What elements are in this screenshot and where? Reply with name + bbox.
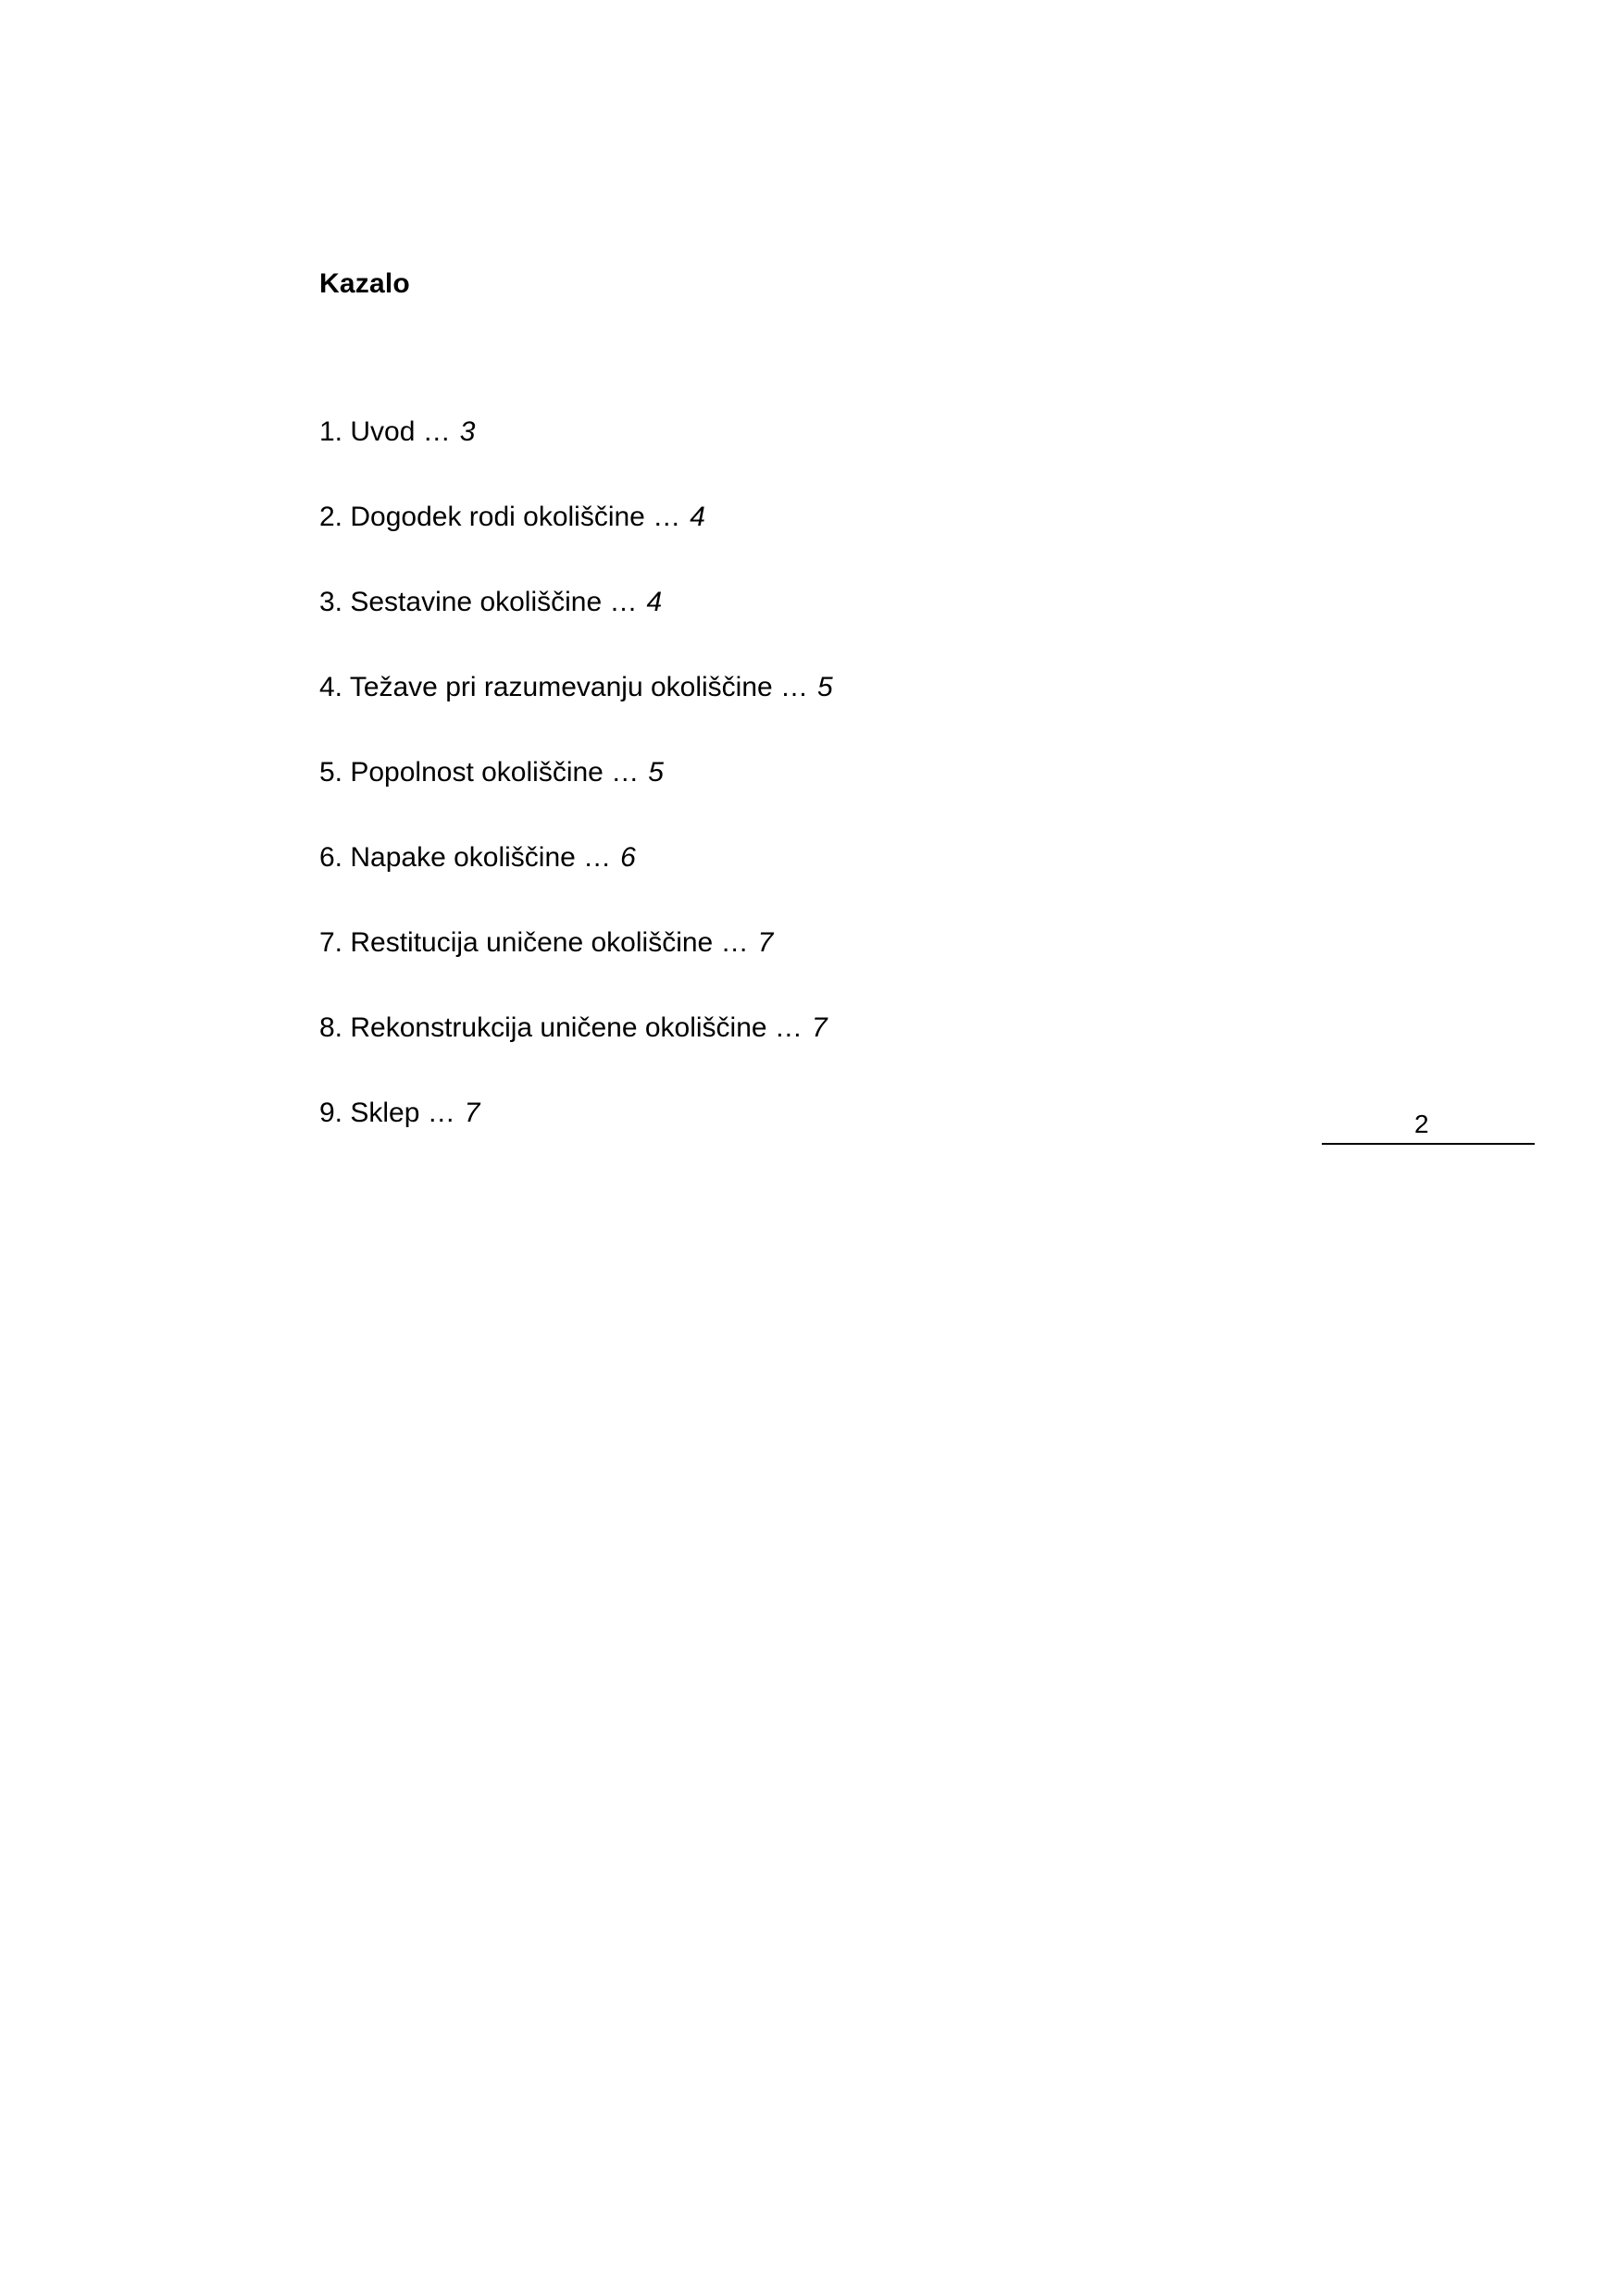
toc-entry-label: 8. Rekonstrukcija uničene okoliščine … bbox=[319, 1012, 803, 1043]
toc-entry-page: 3 bbox=[459, 416, 476, 447]
toc-entry[interactable] bbox=[319, 674, 1338, 701]
toc-list bbox=[319, 418, 1338, 1127]
toc-entry[interactable] bbox=[319, 1014, 1338, 1042]
toc-entry-label: 4. Težave pri razumevanju okoliščine … bbox=[319, 672, 809, 702]
toc-entry-page: 4 bbox=[646, 587, 663, 617]
toc-entry[interactable] bbox=[319, 1099, 1338, 1127]
page-title: Kazalo bbox=[319, 268, 410, 299]
toc-entry[interactable] bbox=[319, 759, 1338, 787]
toc-entry-page: 6 bbox=[620, 842, 636, 873]
footer-rule bbox=[1322, 1143, 1535, 1145]
toc-entry-page: 7 bbox=[757, 927, 774, 958]
toc-entry-label: 1. Uvod … bbox=[319, 416, 451, 447]
toc-entry-label: 3. Sestavine okoliščine … bbox=[319, 587, 638, 617]
toc-container bbox=[319, 268, 1338, 1185]
toc-entry-label: 2. Dogodek rodi okoliščine … bbox=[319, 502, 681, 532]
toc-entry-label: 9. Sklep … bbox=[319, 1098, 455, 1128]
footer-page-number-value: 2 bbox=[1414, 1110, 1429, 1138]
toc-entry[interactable] bbox=[319, 929, 1338, 957]
toc-entry-page: 5 bbox=[648, 757, 664, 788]
toc-entry[interactable] bbox=[319, 503, 1338, 531]
toc-entry-label: 7. Restitucija uničene okoliščine … bbox=[319, 927, 749, 958]
toc-entry-page: 7 bbox=[811, 1012, 828, 1043]
toc-entry[interactable] bbox=[319, 844, 1338, 872]
footer-page-number bbox=[1322, 1111, 1535, 1145]
toc-entry[interactable] bbox=[319, 589, 1338, 616]
toc-entry[interactable] bbox=[319, 418, 1338, 446]
toc-entry-label: 5. Popolnost okoliščine … bbox=[319, 757, 640, 788]
toc-entry-page: 4 bbox=[690, 502, 705, 532]
toc-entry-page: 7 bbox=[464, 1098, 480, 1128]
toc-entry-label: 6. Napake okoliščine … bbox=[319, 842, 612, 873]
toc-entry-page: 5 bbox=[817, 672, 833, 702]
